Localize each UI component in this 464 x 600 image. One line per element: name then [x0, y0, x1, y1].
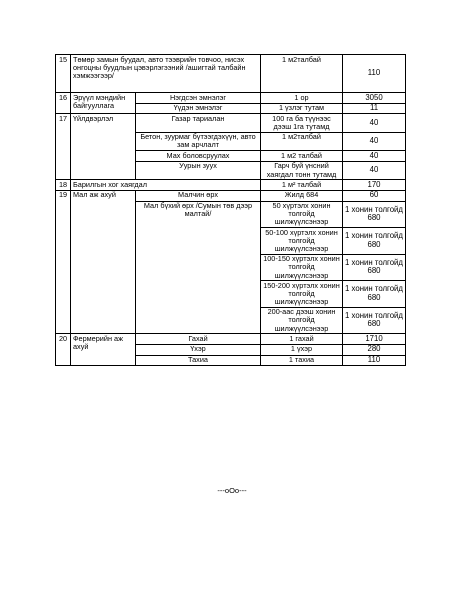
row-subcategory: Уурын зуух — [136, 161, 261, 179]
row-subcategory: Тахиа — [136, 355, 261, 366]
table-row — [56, 93, 406, 104]
row-unit: 1 ор — [261, 93, 343, 104]
table-row — [56, 55, 406, 93]
row-fee: 1 хонин толгойд 680 — [343, 254, 406, 281]
row-fee: 60 — [343, 190, 406, 201]
row-unit: 1 м2 талбай — [261, 151, 343, 162]
row-fee: 1 хонин толгойд 680 — [343, 201, 406, 228]
row-unit: 1 м2талбай — [261, 55, 343, 93]
row-unit: 1 гахай — [261, 334, 343, 345]
row-subcategory: Малчин өрх — [136, 190, 261, 201]
row-fee: 3050 — [343, 93, 406, 104]
row-unit: Жилд 684 — [261, 190, 343, 201]
row-fee: 1 хонин толгойд 680 — [343, 228, 406, 255]
table-row — [56, 334, 406, 345]
row-subcategory: Мал бүхий өрх /Сумын төв дээр малтай/ — [136, 201, 261, 334]
row-unit: 200-аас дээш хонин толгойд шилжүүлсэнээр — [261, 307, 343, 334]
row-subcategory: Бетон, зуурмаг бүтээгдэхүүн, авто зам арчлалт — [136, 132, 261, 150]
row-name: Үйлдвэрлэл — [71, 114, 136, 180]
row-unit: 1 м² талбай — [261, 180, 343, 191]
row-fee: 11 — [343, 103, 406, 114]
row-fee: 110 — [343, 355, 406, 366]
table-row — [56, 190, 406, 201]
row-unit: 1 үхэр — [261, 344, 343, 355]
row-fee: 40 — [343, 132, 406, 150]
row-fee: 40 — [343, 161, 406, 179]
row-name: Барилгын хог хаягдал — [71, 180, 261, 191]
row-unit: 100-150 хүртэлх хонин толгойд шилжүүлсэнээр — [261, 254, 343, 281]
table-row — [56, 114, 406, 132]
row-fee: 1710 — [343, 334, 406, 345]
row-subcategory: Үхэр — [136, 344, 261, 355]
row-number: 20 — [56, 334, 71, 366]
row-number: 15 — [56, 55, 71, 93]
row-fee: 110 — [343, 55, 406, 93]
row-unit: 150-200 хүртэлх хонин толгойд шилжүүлсэнээр — [261, 281, 343, 308]
row-subcategory: Газар тариалан — [136, 114, 261, 132]
row-fee: 280 — [343, 344, 406, 355]
row-fee: 170 — [343, 180, 406, 191]
row-number: 16 — [56, 93, 71, 114]
row-subcategory: Үүдэн эмнэлэг — [136, 103, 261, 114]
row-unit: 50-100 хүртэлх хонин толгойд шилжүүлсэнээр — [261, 228, 343, 255]
row-name: Мал аж ахуй — [71, 190, 136, 333]
row-number: 17 — [56, 114, 71, 180]
row-unit: 1 үзлэг тутам — [261, 103, 343, 114]
row-fee: 40 — [343, 114, 406, 132]
row-name: Төмөр замын буудал, авто тээврийн товчоо, нисэх онгоцны буудлын цэвэрлэгээний /ашигтай талбайн хэмжээгээр/ — [71, 55, 261, 93]
row-fee: 1 хонин толгойд 680 — [343, 307, 406, 334]
row-name: Фермерийн аж ахуй — [71, 334, 136, 366]
fee-table — [55, 54, 406, 366]
end-of-section-mark: ---oOo--- — [217, 486, 247, 495]
row-subcategory: Нэгдсэн эмнэлэг — [136, 93, 261, 104]
row-subcategory: Мах боловсруулах — [136, 151, 261, 162]
row-unit: 50 хүртэлх хонин толгойд шилжүүлсэнээр — [261, 201, 343, 228]
row-unit: 1 тахиа — [261, 355, 343, 366]
row-unit: Гарч буй үнсний хаягдал тонн тутамд — [261, 161, 343, 179]
row-number: 18 — [56, 180, 71, 191]
table-row — [56, 180, 406, 191]
row-fee: 1 хонин толгойд 680 — [343, 281, 406, 308]
row-fee: 40 — [343, 151, 406, 162]
row-number: 19 — [56, 190, 71, 333]
row-unit: 100 га ба түүнээс дээш 1га тутамд — [261, 114, 343, 132]
row-subcategory: Гахай — [136, 334, 261, 345]
row-name: Эрүүл мэндийн байгууллага — [71, 93, 136, 114]
row-unit: 1 м2талбай — [261, 132, 343, 150]
